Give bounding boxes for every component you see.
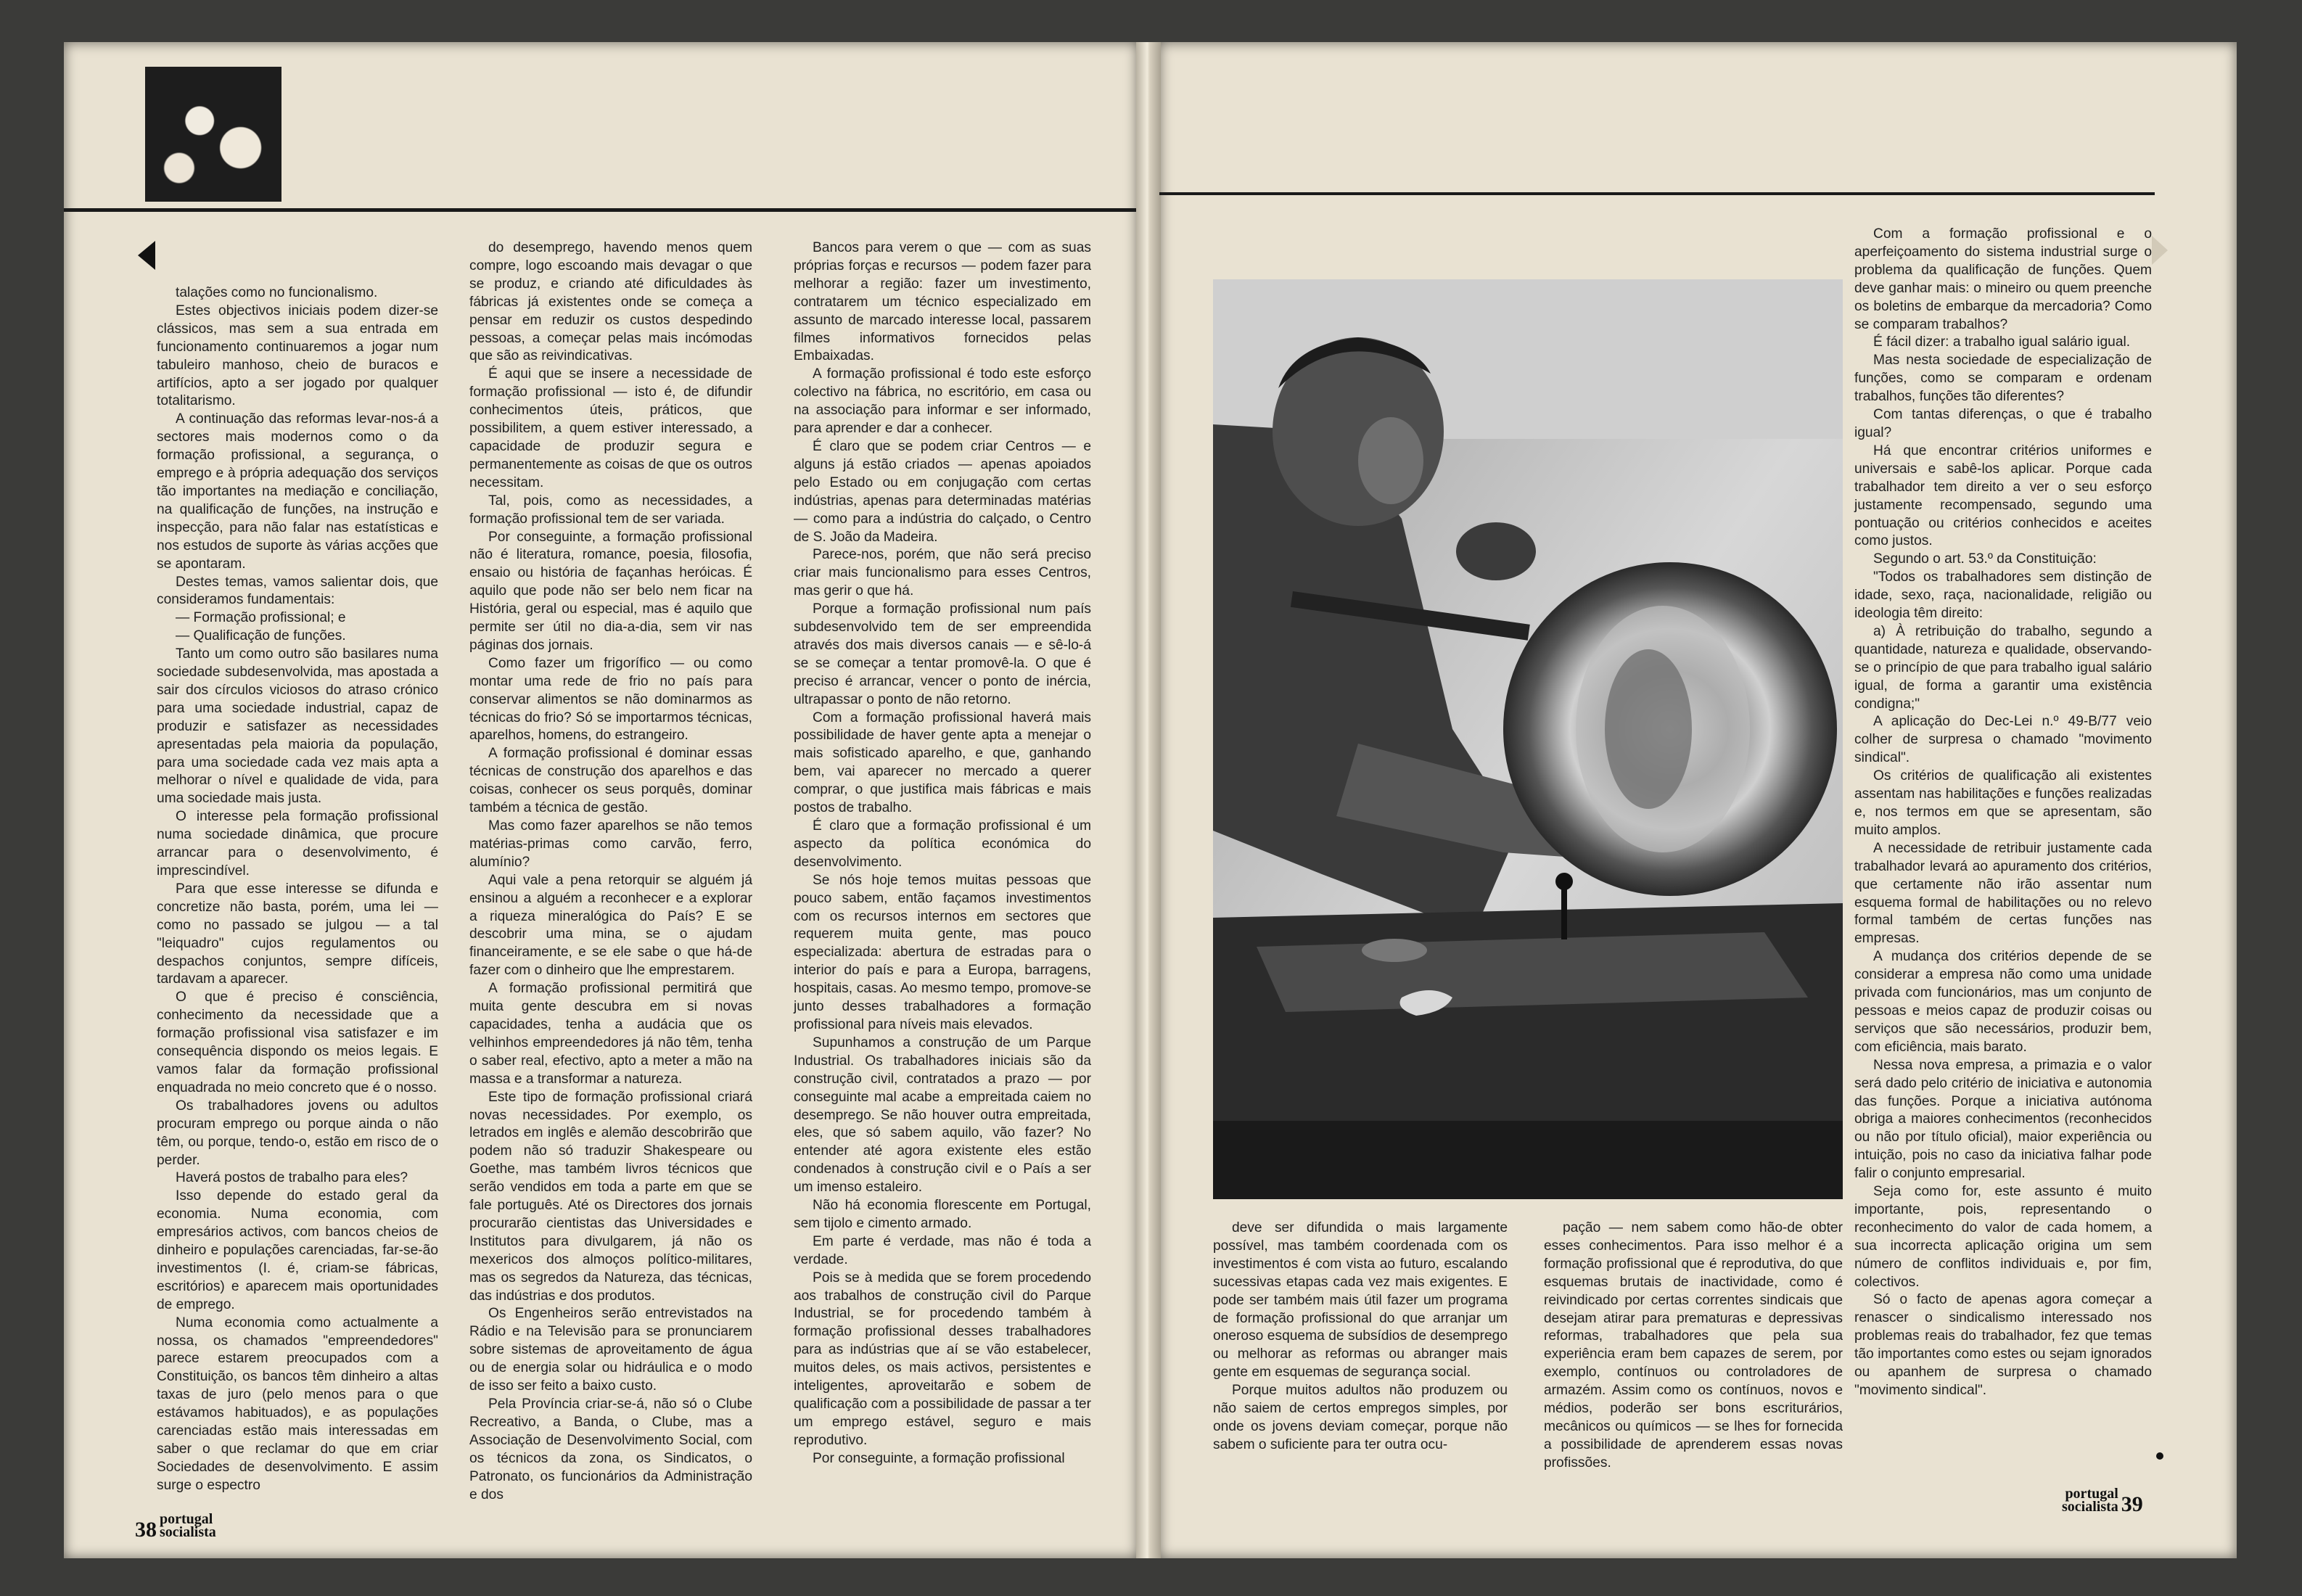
continued-arrow-icon [138,241,155,270]
paragraph: A formação profissional é todo este esforço colectivo na fábrica, no escritório, em casa ou na associação para informar e ser informado, para aprender e dar a conhecer. [794,366,1091,437]
publication-logo-right [2062,1487,2118,1513]
paragraph: Em parte é verdade, mas não é toda a verdade. [794,1233,1091,1267]
paragraph: Com a formação profissional haverá mais possibilidade de haver gente apta a menejar o mais sofisticado aparelho, e que, ganhando bem, vai aparecer no mercado a querer comprar, o que justifica mais fábricas e mais postos de trabalho. [794,709,1091,816]
paragraph: Não há economia florescente em Portugal, sem tijolo e cimento armado. [794,1198,1091,1231]
paragraph: Para que esse interesse se difunda e concretize não basta, porém, uma lei — como no passado se julgou — a tal "leiquadro" cujos regulamentos ou despachos conjuntos, sempre difíceis, tardavam a aparecer. [157,881,438,987]
lathe-worker-photo [1213,279,1843,1199]
paragraph: A continuação das reformas levar-nos-á a sectores mais modernos como o da formação profissional, a segurança, o emprego e à própria adequação dos serviços tão importantes na mediação e conciliação, na qualificação de funções, na instrução e inspecção, para não falar nas estatísticas e nos estudos de suporte às várias acções que se apontaram. [157,411,438,572]
paragraph: A necessidade de retribuir justamente cada trabalhador levará ao apuramento dos critérios, que certamente não irão assentar num esquema formal de habilitações ou no relevo formal também de certas funções nas empresas. [1854,840,2152,947]
paragraph: Estes objectivos iniciais podem dizer-se clássicos, mas sem a sua entrada em funcionamento continuaremos a jogar num tabuleiro manhoso, cheio de buracos e artifícios, apto a ser jogado por qualquer totalitarismo. [157,303,438,409]
left-column-1 [157,284,438,1495]
paragraph: Com tantas diferenças, o que é trabalho igual? [1854,407,2152,440]
paragraph: talações como no funcionalismo. [176,285,378,300]
paragraph: Os trabalhadores jovens ou adultos procuram emprego ou porque ainda o não têm, ou porque, tendo-o, estão em risco de o perder. [157,1098,438,1168]
paragraph: Mas como fazer aparelhos se não temos matérias-primas como carvão, ferro, alumínio? [469,818,752,870]
paragraph: É claro que a formação profissional é um aspecto da política económica do desenvolvimento. [794,818,1091,870]
paragraph: Aqui vale a pena retorquir se alguém já ensinou a alguém a reconhecer e a explorar a riqueza mineralógica do País? E se descobrir uma mina, se o ajudam financeiramente, e se ele sabe o que há-de fazer com o dinheiro que lhe emprestarem. [469,872,752,979]
end-mark-icon [2156,1452,2163,1460]
paragraph: O que é preciso é consciência, conhecimento da necessidade que a formação profissional visa satisfazer e im consequência dispondo os meios legais. E vamos falar da formação profissional enquadrada no meio concreto que é o nosso. [157,990,438,1095]
paragraph: Há que encontrar critérios uniformes e universais e sabê-los aplicar. Porque cada trabalhador tem direito a ver o seu esforço justamente recompensado, segundo uma pontuação ou critérios conhecidos e aceites como justos. [1854,443,2152,549]
paragraph: Pela Província criar-se-á, não só o Clube Recreativo, a Banda, o Clube, mas a Associação de Desenvolvimento Social, com os técnicos da zona, os Sindicatos, o Patronato, os funcionários da Administração e dos [469,1396,752,1502]
paragraph: Seja como for, este assunto é muito importante, pois, representando o reconhecimento do valor de cada homem, a sua incorrecta aplicação origina um sem número de conflitos individuais e, por fim, colectivos. [1854,1184,2152,1290]
photo-drawing [1213,279,1843,1199]
paragraph: É aqui que se insere a necessidade de formação profissional — isto é, de difundir conhecimentos úteis, práticos, que possibilitem, a quem estiver interessado, a capacidade de produzir segura e permanentemente as coisas de que os outros necessitam. [469,366,752,490]
right-folio [2062,1487,2143,1517]
paragraph: Pois se à medida que se forem procedendo aos trabalhos de construção civil do Parque Industrial, se for procedendo também à formação profissional desses trabalhadores para as indústrias que aí se vão estabelecer, muitos deles, os mais activos, persistentes e inteligentes, aproveitarão e sobem de qualificação com a possibilidade de passar a ter um emprego estável, seguro e mais reprodutivo. [794,1270,1091,1448]
paragraph: Mas nesta sociedade de especialização de funções, como se comparam e ordenam trabalhos, funções tão diferentes? [1854,353,2152,405]
paragraph: Nessa nova empresa, a primazia e o valor será dado pelo critério de iniciativa e autonomia das funções. Porque a iniciativa autónoma obriga a maiores conhecimentos (reconhecidos ou não por título oficial), maior experiência ou intuição, pois no caso da iniciativa falhar pode falir o conjunto empresarial. [1854,1057,2152,1182]
paragraph: do desemprego, havendo menos quem compre, logo escoando mais devagar o que se produz, e criando até dificuldades às fábricas já existentes onde se começa a pensar em reduzir os custos despedindo pessoas, a começar pelas mais incómodas que são as reivindicativas. [469,240,752,364]
page-number-left: 38 [135,1518,157,1542]
paragraph: — Formação profissional; e [176,610,346,626]
paragraph: Com a formação profissional e o aperfeiçoamento do sistema industrial surge o problema da qualificação de funções. Quem deve ganhar mais: o mineiro ou quem preenche os boletins de embarque da mercadoria? Como se comparam trabalhos? [1854,226,2152,332]
left-column-2 [469,239,752,1504]
paragraph: Por conseguinte, a formação profissional não é literatura, romance, poesia, filosofia, ensaio ou história de façanhas heróicas. É aquilo que pode não ser belo nem ficar na História, geral ou especial, mas é aquilo que permite ser útil no dia-a-dia, sem vir nas páginas dos jornais. [469,529,752,653]
paragraph: "Todos os trabalhadores sem distinção de idade, sexo, raça, nacionalidade, religião ou ideologia têm direito: [1854,569,2152,622]
paragraph: A aplicação do Dec-Lei n.º 49-B/77 veio colher de surpresa o chamado "movimento sindical". [1854,714,2152,766]
paragraph: Como fazer um frigorífico — ou como montar uma rede de frio no país para conservar alimentos se não dominarmos as técnicas do frio? Só se importarmos técnicas, aparelhos, homens, do estrangeiro. [469,655,752,744]
paragraph: Este tipo de formação profissional criará novas necessidades. Por exemplo, os letrados em inglês e alemão descobrirão que podem não só traduzir Shakespeare ou Goethe, mas também livros técnicos que serão vendidos em toda a parte em que se fale português. Até os Directores dos jornais procurarão cientistas das Universidades e Institutos para divulgarem, já não os mexericos dos almoços político-militares, mas os segredos da Natureza, das técnicas, das indústrias e dos produtos. [469,1089,752,1304]
logo-line-2: socialista [2062,1499,2118,1515]
paragraph: Bancos para verem o que — com as suas próprias forças e recursos — podem fazer para melhorar a região: fazer um investimento, contratarem um técnico especializado em assunto de marcado interesse local, passarem filmes informativos fornecidos pelas Embaixadas. [794,240,1091,364]
paragraph: É claro que se podem criar Centros — e alguns já estão criados — apenas apoiados pelo Estado ou em conjugação com certas indústrias, apenas para determinadas matérias — como para a indústria do calçado, o Centro de S. João da Madeira. [794,438,1091,545]
paragraph: Os Engenheiros serão entrevistados na Rádio e na Televisão para se pronunciarem sobre sistemas de aproveitamento de água ou de energia solar ou hidráulica e o modo de isso ser feito a baixo custo. [469,1306,752,1394]
paragraph: Destes temas, vamos salientar dois, que consideramos fundamentais: [157,574,438,608]
paragraph: Supunhamos a construção de um Parque Industrial. Os trabalhadores iniciais são da construção civil, contratados a prazo — por conseguinte mal acabe a empreitada caiem no desemprego. Se não houver outra empreitada, eles, que só sabem aquilo, vão fazer? No entender até agora existente eles estão condenados à construção civil e o País a ser um imenso estaleiro. [794,1034,1091,1196]
continued-arrow-icon-right [2152,236,2168,265]
publication-logo-left [160,1513,216,1539]
paragraph: Numa economia como actualmente a nossa, os chamados "empreendedores" parece estarem preocupados com a Constituição, os bancos têm dinheiro a altas taxas de juro (pelo menos para o que estávamos habituados), e as populações carenciadas estão mais interessadas em saber o que reclamar do que em criar Sociedades de desenvolvimento. E assim surge o espectro [157,1315,438,1493]
magazine-gutter [1136,42,1161,1558]
logo-line-2: socialista [160,1524,216,1540]
logo-line-1: portugal [2065,1486,2118,1502]
paragraph: a) À retribuição do trabalho, segundo a quantidade, natureza e qualidade, observando-se o princípio de que para trabalho igual salário igual, de forma a garantir uma existência condigna;" [1854,623,2152,712]
right-horizontal-rule [1159,192,2155,195]
left-column-3 [794,239,1091,1468]
paragraph: Parece-nos, porém, que não será preciso criar mais funcionalismo para esses Centros, mas gerir o que há. [794,547,1091,599]
page-number-right: 39 [2121,1492,2143,1516]
paragraph: Por conseguinte, a formação profissional [813,1450,1065,1466]
paragraph: A formação profissional é dominar essas técnicas de construção dos aparelhos e das coisas, conhecer os seus porquês, dominar também a técnica de gestão. [469,746,752,816]
paragraph: Tal, pois, como as necessidades, a formação profissional tem de ser variada. [469,493,752,527]
paragraph: A mudança dos critérios depende de se considerar a empresa não como uma unidade privada com funcionários, mas um conjunto de pessoas e meios capaz de produzir coisas ou serviços que são necessários, produzir bem, com eficiência, mais barato. [1854,949,2152,1055]
paragraph: Se nós hoje temos muitas pessoas que pouco sabem, então façamos investimentos com os recursos internos em sectores que requerem muita gente, mas pouco especializada: abertura de estradas para o interior do país e para a Europa, barragens, hospitais, casas. Ao mesmo tempo, promove-se junto desses trabalhadores a formação profissional para níveis mais elevados. [794,872,1091,1032]
right-bottom-column-1 [1213,1219,1508,1455]
paragraph: É fácil dizer: a trabalho igual salário igual. [1873,334,2131,350]
right-bottom-column-2 [1544,1219,1843,1473]
paragraph: Porque a formação profissional num país subdesenvolvido tem de ser empreendida através dos mais diversos canais — e sê-lo-á se se começar a tentar promovê-la. O que é preciso é arrancar, vencer o ponto de inércia, ultrapassar o ponto de não retorno. [794,601,1091,707]
paragraph: A formação profissional permitirá que muita gente descubra em si novas capacidades, tenha a audácia que os velhinhos empreendedores já não têm, tenha o saber real, efectivo, apto a meter a mão na massa e a transformar a natureza. [469,981,752,1087]
paragraph: — Qualificação de funções. [176,628,346,644]
right-side-column [1854,226,2152,1400]
paragraph: Segundo o art. 53.º da Constituição: [1873,551,2097,567]
paragraph: Haverá postos de trabalho para eles? [176,1170,408,1186]
paragraph: O interesse pela formação profissional numa sociedade dinâmica, que procure arrancar para o desenvolvimento, é imprescindível. [157,809,438,879]
paragraph: Isso depende do estado geral da economia. Numa economia, com empresários activos, com bancos cheios de dinheiro e populações carenciadas, far-se-ão investimentos (I. é, criam-se fábricas, escritórios) e aparecem mais oportunidades de emprego. [157,1188,438,1312]
paragraph: Os critérios de qualificação ali existentes assentam nas habilitações e funções realizadas e, nos termos em que se apresentam, são muito amplos. [1854,768,2152,838]
paragraph: Tanto um como outro são basilares numa sociedade subdesenvolvida, mas apostada a sair dos círculos viciosos do atraso crónico para uma sociedade industrial, capaz de produzir e satisfazer as necessidades apresentadas pela maioria da população, para uma sociedade cada vez mais apta a melhorar o nível e qualidade de vida, para uma sociedade mais justa. [157,646,438,807]
logo-line-1: portugal [160,1511,213,1527]
paragraph: deve ser difundida o mais largamente possível, mas também coordenada com os investimentos é com vista ao futuro, escalando sucessivas etapas cada vez mais exigentes. E pode ser também mais útil fazer um programa de formação profissional do que arranjar um oneroso esquema de subsídios de desemprego ou melhorar as reformas ou abranger mais gente em esquemas de segurança social. [1213,1220,1508,1381]
thumbnail-photo [145,67,281,202]
left-folio [135,1513,216,1542]
paragraph: Só o facto de apenas agora começar a renascer o sindicalismo interessado nos problemas reais do trabalhador, fez que temas tão importantes como estes ou sejam ignorados ou apanhem de surpresa o chamado "movimento sindical". [1854,1292,2152,1398]
left-horizontal-rule [64,208,1136,212]
paragraph: pação — nem sabem como hão-de obter esses conhecimentos. Para isso melhor é a formação profissional que é reprodutiva, do que esquemas brutais de inactividade, como é reivindicado por certas correntes sindicais que desejam atirar para prematuras e depressivas reformas, trabalhadores que pela sua experiência eram bem capazes de serem, por exemplo, contínuos ou controladores de armazém. Assim como os contínuos, novos e médios, poderão ser bons escriturários, mecânicos ou químicos — se lhes for fornecida a possibilidade de aprenderem essas novas profissões. [1544,1220,1843,1470]
paragraph: Porque muitos adultos não produzem ou não saiem de certos empregos simples, por onde os jovens deviam começar, porque não sabem o suficiente para ter outra ocu- [1213,1383,1508,1452]
